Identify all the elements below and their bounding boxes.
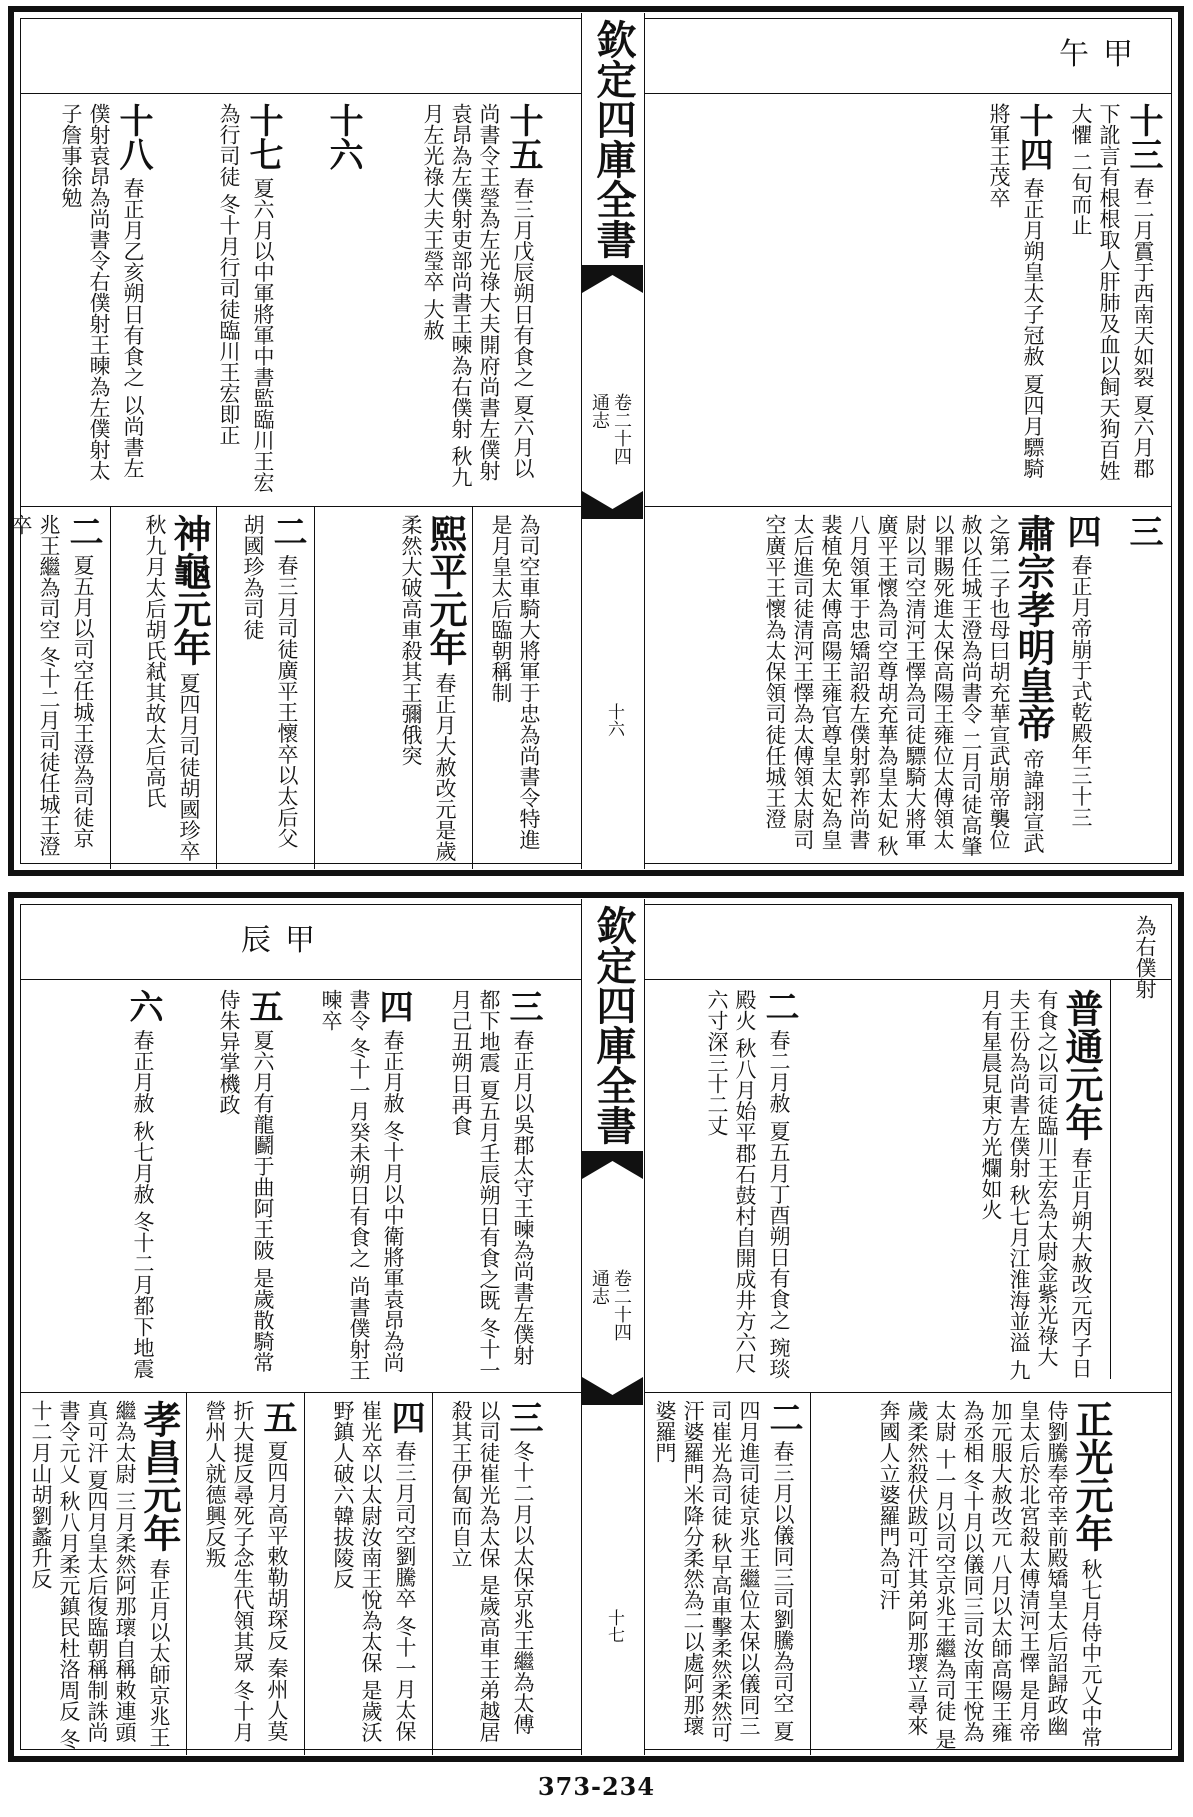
- bottom-ll-entry-3: [197, 1400, 297, 1755]
- top-ll-entry-3: [227, 514, 307, 869]
- bottom-right-lower: [611, 1400, 1171, 1755]
- year-label: 十六: [323, 103, 363, 171]
- reign-heading: 熙平元年: [423, 514, 468, 666]
- bottom-left-lower: [21, 1400, 551, 1755]
- entry-text: 秋七月侍中元乂中常侍劉騰奉帝幸前殿矯皇太后詔歸政幽皇太后於北宮殺太傅清河王懌 是月帝加元服大赦改元 八月以太師高陽王雍為丞相 冬十月以儀同三司汝南王悅為太尉 十一月以司空京兆王繼為司徒 是歲柔然殺伏跋可汗其弟阿那瓌立尋來奔國人立婆羅門為可汗: [877, 1400, 1103, 1750]
- spine-title: 欽定四庫全書: [590, 19, 637, 259]
- entry-text: 夏六月有龍鬬于曲阿王陂 是歲散騎常侍朱异掌機政: [217, 989, 275, 1373]
- fishtail-lower-icon: [582, 1377, 643, 1405]
- bottom-lu-entry-2: [303, 989, 413, 1384]
- top-ll-entry-2: [325, 514, 468, 869]
- spine-page-number: 十七: [604, 1609, 624, 1643]
- top-page-frame: [9, 18, 1172, 864]
- year-label: 五: [257, 1400, 297, 1434]
- reign-heading: 神龜元年: [167, 514, 212, 666]
- bottom-page-frame: [20, 904, 1172, 1750]
- bottom-lu-entry-4: [83, 989, 163, 1384]
- top-lu-entry-1: [419, 103, 543, 498]
- entry-text: 夏四月高平敕勒胡琛反 秦州人莫折大提反尋死子念生代領其眾 冬十月營州人就德興反叛: [203, 1400, 289, 1743]
- year-label: 十三: [1123, 103, 1163, 171]
- top-left-lower: [9, 514, 551, 869]
- entry-text: 為右僕射: [1133, 915, 1157, 999]
- entry-text: 春二月赦 夏五月丁酉朔日有食之 琬琰殿火 秋八月始平郡石鼓村自開成井方六尺六寸深三十二丈: [705, 989, 791, 1380]
- top-ll-entry-4: [119, 514, 212, 869]
- year-label: 二: [759, 989, 799, 1023]
- year-label: 二: [63, 514, 103, 548]
- bottom-ll-entry-4: [29, 1400, 182, 1755]
- entry-text: 春正月帝崩于式乾殿年三十三: [1069, 554, 1093, 828]
- entry-text: 春正月朔皇太子冠赦 夏四月驃騎將軍王茂卒: [987, 103, 1045, 479]
- entry-text: 春正月乙亥朔日有食之 以尚書左僕射袁昂為尚書令右僕射王暕為左僕射太子詹事徐勉: [59, 103, 145, 481]
- reign-heading: 普通元年: [1059, 989, 1104, 1141]
- entry-text: 帝諱詡宣武之第二子也母曰胡充華宣武崩帝襲位赦以任城王澄為尚書令 二月司徒高肇以罪賜死進太保高陽王雍位太傅領太尉以司空清河王懌為司徒驃騎大將軍廣平王懷為司空尊胡充華為皇太妃 秋八月領軍于忠矯詔殺左僕射郭祚尚書裴植免太傅高陽王雍官尊皇太妃為皇太后進司徒清河王懌為太傅領太尉司空廣平王懷為太保領司徒任城王澄: [763, 514, 1045, 857]
- year-label: 十五: [503, 103, 543, 171]
- year-label: 三: [1123, 514, 1163, 548]
- bottom-ru-entry-2: [811, 989, 1104, 1385]
- spine-juan: 卷二十四: [611, 393, 632, 465]
- bottom-rl-entry-1: [821, 1400, 1114, 1755]
- bottom-page: [8, 892, 1184, 1762]
- entry-text: 春三月司空劉騰卒 冬十一月太保崔光卒以太尉汝南王悅為太保 是歲沃野鎮人破六韓拔陵反: [331, 1400, 417, 1743]
- year-label: 十四: [1013, 103, 1053, 171]
- cell-divider: [1110, 979, 1111, 1379]
- top-lu-entry-2: [323, 103, 363, 498]
- top-lu-entry-3: [215, 103, 283, 498]
- spine-volume: 通志: [589, 1269, 610, 1305]
- top-ru-entry-2: [985, 103, 1053, 498]
- top-right-lower: [611, 514, 1171, 869]
- bottom-ll-entry-2: [315, 1400, 425, 1755]
- top-page: [8, 6, 1184, 876]
- entry-text: 冬十二月以太保京兆王繼為太傅以司徒崔光為太保 是歲高車王弟越居殺其王伊匐而自立: [449, 1400, 535, 1743]
- entry-text: 春正月以太師京兆王繼為太尉 三月柔然阿那瓌自稱敕連頭真可汗 夏四月皇太后復臨朝稱制誅尚書令元乂 秋八月柔元鎮民杜洛周反 冬十二月山胡劉蠡升反: [29, 1400, 171, 1750]
- entry-text: 夏六月以中軍將軍中書監臨川王宏為行司徒 冬十月行司徒臨川王宏即正: [217, 103, 275, 493]
- reign-heading: 正光元年: [1069, 1400, 1114, 1552]
- year-label: 二: [267, 514, 307, 548]
- reign-heading: 肅宗孝明皇帝: [1011, 514, 1056, 742]
- year-label: 五: [243, 989, 283, 1023]
- cell-divider: [810, 1392, 811, 1755]
- entry-text: 春三月司徒廣平王懷卒以太后父胡國珍為司徒: [241, 514, 299, 849]
- year-label: 三: [503, 1400, 543, 1434]
- bottom-ll-entry-1: [443, 1400, 543, 1755]
- entry-text: 為司空車騎大將軍于忠為尚書令特進是月皇太后臨朝稱制: [489, 514, 541, 850]
- cell-divider: [314, 506, 315, 869]
- entry-text: 春正月赦 秋七月赦 冬十二月都下地震: [131, 1029, 155, 1380]
- reign-heading: 孝昌元年: [137, 1400, 182, 1552]
- year-label: 三: [503, 989, 543, 1023]
- entry-text: 春正月以吳郡太守王暕為尚書左僕射 都下地震 夏五月壬辰朔日有食之既 冬十一月己丑朔日再食: [449, 989, 535, 1381]
- year-label: 四: [385, 1400, 425, 1434]
- top-rl-entry-2: [1061, 514, 1101, 869]
- cell-divider: [186, 1392, 187, 1755]
- entry-text: 夏四月司徒胡國珍卒 秋九月太后胡氏弒其故太后高氏: [143, 514, 201, 862]
- year-label: 六: [123, 989, 163, 1023]
- year-label: 十八: [113, 103, 153, 171]
- entry-text: 春三月戊辰朔日有食之 夏六月以尚書令王瑩為左光祿大夫開府尚書左僕射袁昂為左僕射吏部尚書王暕為右僕射 秋九月左光祿大夫王瑩卒 大赦: [421, 103, 535, 488]
- top-ru-entry-1: [1067, 103, 1163, 498]
- top-right-upper: [611, 103, 1171, 498]
- entry-text: 春正月朔大赦改元丙子日有食之以司徒臨川王宏為太尉金紫光祿大夫王份為尚書左僕射 秋七月江淮海並溢 九月有星晨見東方光爛如火: [979, 989, 1093, 1381]
- year-label: 四: [373, 989, 413, 1023]
- year-label: 二: [763, 1400, 803, 1434]
- spine-volume: 通志: [589, 393, 610, 429]
- bottom-ru-entry-1: [1131, 915, 1159, 1055]
- cell-divider: [110, 506, 111, 869]
- top-ll-entry-5: [9, 514, 103, 869]
- spine-page-number: 十六: [604, 703, 624, 737]
- fishtail-upper-icon: [582, 265, 643, 293]
- bottom-lu-entry-1: [433, 989, 543, 1384]
- spine-juan: 卷二十四: [611, 1269, 632, 1341]
- top-ganzhi: 甲午: [1059, 37, 1147, 72]
- bottom-lu-entry-3: [193, 989, 283, 1384]
- top-ll-entry-1: [481, 514, 543, 869]
- bottom-spine: [581, 899, 645, 1755]
- bottom-ru-entry-3: [629, 989, 799, 1385]
- entry-text: 春正月赦 冬十月以中衛將軍袁昂為尚書令 冬十一月癸未朔日有食之 尚書僕射王暕卒: [319, 989, 405, 1381]
- top-rl-entry-1: [1123, 514, 1163, 869]
- fishtail-lower-icon: [582, 491, 643, 519]
- fishtail-upper-icon: [582, 1151, 643, 1179]
- entry-text: 夏五月以司空任城王澄為司徒京兆王繼為司空 冬十二月司徒任城王澄卒: [9, 514, 95, 857]
- entry-text: 春二月霣于西南天如裂 夏六月郡下訛言有根根取人肝肺及血以飼天狗百姓大懼 二旬而止: [1069, 103, 1155, 481]
- year-label: 四: [1061, 514, 1101, 548]
- cell-divider: [432, 1392, 433, 1755]
- top-spine: [581, 13, 645, 869]
- cell-divider: [304, 1392, 305, 1755]
- footer-page-number: 373-234: [537, 1772, 656, 1801]
- bottom-left-upper: [21, 989, 551, 1384]
- spine-title: 欽定四庫全書: [590, 905, 637, 1145]
- top-lu-entry-4: [57, 103, 153, 498]
- cell-divider: [472, 506, 473, 869]
- year-label: 十七: [243, 103, 283, 171]
- entry-text: 春正月大赦改元是歲柔然大破高車殺其王彌俄突: [399, 514, 457, 862]
- top-rl-entry-3: [623, 514, 1056, 869]
- bottom-right-upper: [611, 915, 1171, 1385]
- cell-divider: [216, 506, 217, 869]
- bottom-ganzhi: 甲辰: [241, 923, 329, 958]
- bottom-rl-entry-2: [627, 1400, 803, 1755]
- entry-text: 春三月以儀同三司劉騰為司空 夏四月進司徒京兆王繼位太保以儀同三司崔光為司徒 秋早高車擊柔然柔然可汗婆羅門米降分柔然為二以處阿那瓌婆羅門: [653, 1400, 795, 1743]
- top-left-upper: [21, 103, 551, 498]
